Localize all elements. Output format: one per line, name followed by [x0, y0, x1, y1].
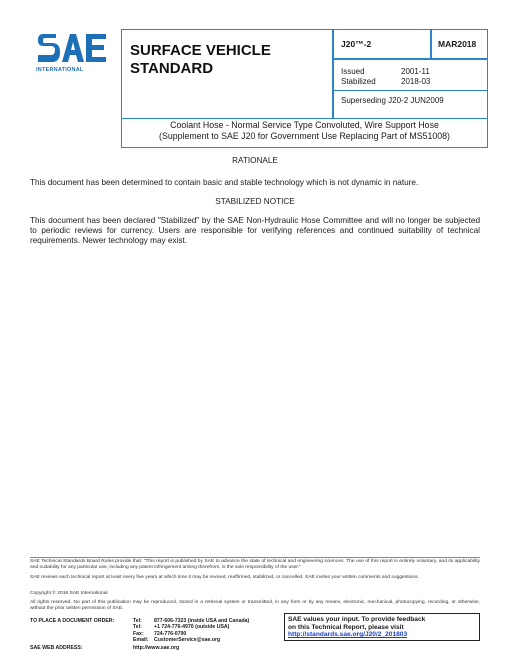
stabilized-label: Stabilized	[341, 77, 376, 86]
subject-line-1: Coolant Hose - Normal Service Type Convoluted, Wire Support Hose	[170, 120, 439, 130]
superseding-note: Superseding J20-2 JUN2009	[341, 96, 444, 105]
document-number: J20™-2	[341, 39, 372, 49]
rationale-text: This document has been determined to contain basic and stable technology which is not dynamic in nature.	[30, 178, 419, 187]
issued-label: Issued	[341, 67, 365, 76]
rationale-heading: RATIONALE	[232, 156, 278, 165]
feedback-line-1: SAE values your input. To provide feedback	[288, 616, 426, 623]
logo-subtitle: INTERNATIONAL	[36, 67, 84, 73]
copyright-text: Copyright © 2018 SAE International	[30, 591, 108, 596]
contact-row: Fax: 724-776-0790	[133, 630, 187, 637]
feedback-link[interactable]: http://standards.sae.org/J20/2_201803	[288, 631, 408, 639]
stabilized-notice-text: This document has been declared "Stabilized" by the SAE Non-Hydraulic Hose Committee and will no longer be subjected to periodic reviews for currency. Users are responsible for verifying references and continued suitability of technical requirements. Newer technology may exist.	[30, 216, 480, 245]
subject-line-2: (Supplement to SAE J20 for Government Use Replacing Part of MS51008)	[159, 131, 450, 141]
feedback-line-2: on this Technical Report, please visit	[288, 623, 404, 631]
issue-dates	[341, 67, 430, 87]
stabilized-value: 2018-03	[401, 77, 431, 86]
web-address	[30, 645, 180, 651]
review-text: SAE reviews each technical report at least every five years at which time it may be revised, reaffirmed, stabilized, or cancelled. SAE invites your written comments and suggestions.	[30, 575, 419, 580]
document-type-title: SURFACE VEHICLE STANDARD	[130, 42, 271, 77]
feedback-box	[284, 613, 480, 641]
stabilized-notice-heading: STABILIZED NOTICE	[215, 197, 295, 206]
document-subject	[121, 119, 488, 148]
contact-list	[133, 618, 303, 644]
sae-logo	[36, 30, 108, 78]
document-date: MAR2018	[438, 39, 477, 49]
web-link[interactable]: http://www.sae.org	[133, 645, 180, 651]
web-label: SAE WEB ADDRESS:	[30, 645, 83, 651]
order-label: TO PLACE A DOCUMENT ORDER:	[30, 618, 115, 624]
issued-value: 2001-11	[401, 67, 430, 76]
rights-text: All rights reserved. No part of this publication may be reproduced, stored in a retrieval system or transmitted, in any form or by any means, electronic, mechanical, photocopying, recording, or otherwise, without the prior written permission of SAE.	[30, 600, 480, 611]
document-header	[121, 29, 488, 119]
sae-logo-mark	[36, 30, 108, 66]
email-link[interactable]: CustomerService@sae.org	[154, 637, 221, 644]
contact-row: Email: CustomerService@sae.org	[133, 637, 221, 644]
footer-divider	[30, 557, 480, 558]
contact-row: Tel: 877-606-7323 (inside USA and Canada)	[133, 618, 250, 624]
board-rules-text: SAE Technical Standards Board Rules provide that: "This report is published by SAE to advance the state of technical and engineering sciences. The use of this report is entirely voluntary, and its applicability and suitability for any particular use, including any patent infringement arising therefrom, is the sole responsibility of the user."	[30, 559, 480, 570]
contact-row: Tel: +1 724-776-4970 (outside USA)	[133, 624, 230, 631]
